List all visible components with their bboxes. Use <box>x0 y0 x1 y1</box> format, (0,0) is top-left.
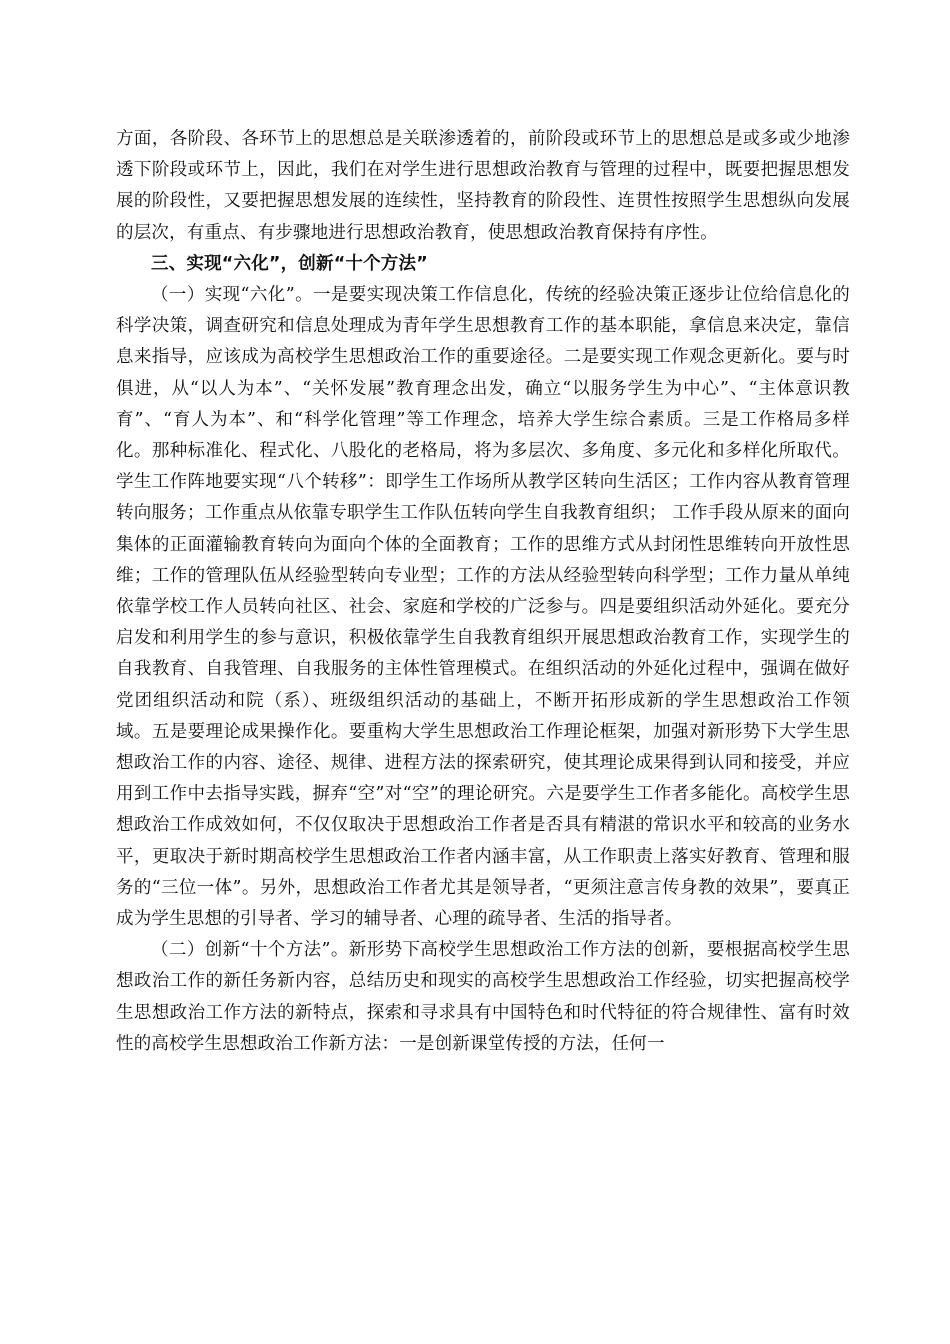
section-heading: 三、实现“六化”，创新“十个方法” <box>151 253 428 274</box>
paragraph-ten-methods: （二）创新“十个方法”。新形势下高校学生思想政治工作方法的创新，要根据高校学生思想政治工作的新任务新内容，总结历史和现实的高校学生思想政治工作经验，切实把握高校学生思想政治工作方法的新特点，探索和寻求具有中国特色和时代特征的符合规律性、富有时效性的高校学生思想政治工作新方法：一是创新课堂传授的方法，任何一 <box>116 940 850 1054</box>
document-page <box>116 124 850 1060</box>
paragraph-continuation: 方面，各阶段、各环节上的思想总是关联渗透着的，前阶段或环节上的思想总是或多或少地渗透下阶段或环节上，因此，我们在对学生进行思想政治教育与管理的过程中，既要把握思想发展的阶段性，又要把握思想发展的连续性，坚持教育的阶段性、连贯性按照学生思想纵向发展的层次，有重点、有步骤地进行思想政治教育，使思想政治教育保持有序性。 <box>116 129 850 243</box>
paragraph-six-transformations: （一）实现“六化”。一是要实现决策工作信息化，传统的经验决策正逐步让位给信息化的科学决策，调查研究和信息处理成为青年学生思想教育工作的基本职能，拿信息来决定，靠信息来指导，应该成为高校学生思想政治工作的重要途径。二是要实现工作观念更新化。要与时俱进，从“以人为本”、“关怀发展”教育理念出发，确立“以服务学生为中心”、“主体意识教育”、“育人为本”、和“科学化管理”等工作理念，培养大学生综合素质。三是工作格局多样化。那种标准化、程式化、八股化的老格局，将为多层次、多角度、多元化和多样化所取代。学生工作阵地要实现“八个转移”：即学生工作场所从教学区转向生活区；工作内容从教育管理转向服务；工作重点从依靠专职学生工作队伍转向学生自我教育组织； 工作手段从原来的面向集体的正面灌输教育转向为面向个体的全面教育；工作的思维方式从封闭性思维转向开放性思维；工作的管理队伍从经验型转向专业型；工作的方法从经验型转向科学型；工作力量从单纯依靠学校工作人员转向社区、社会、家庭和学校的广泛参与。四是要组织活动外延化。要充分启发和利用学生的参与意识，积极依靠学生自我教育组织开展思想政治教育工作，实现学生的自我教育、自我管理、自我服务的主体性管理模式。在组织活动的外延化过程中，强调在做好党团组织活动和院（系）、班级组织活动的基础上，不断开拓形成新的学生思想政治工作领域。五是要理论成果操作化。要重构大学生思想政治工作理论框架，加强对新形势下大学生思想政治工作的内容、途径、规律、进程方法的探索研究，使其理论成果得到认同和接受，并应用到工作中去指导实践，摒弃“空”对“空”的理论研究。六是要学生工作者多能化。高校学生思想政治工作成效如何，不仅仅取决于思想政治工作者是否具有精湛的常识水平和较高的业务水平，更取决于新时期高校学生思想政治工作者内涵丰富，从工作职责上落实好教育、管理和服务的“三位一体”。另外，思想政治工作者尤其是领导者，“更须注意言传身教的效果”，要真正成为学生思想的引导者、学习的辅导者、心理的疏导者、生活的指导者。 <box>116 285 850 930</box>
